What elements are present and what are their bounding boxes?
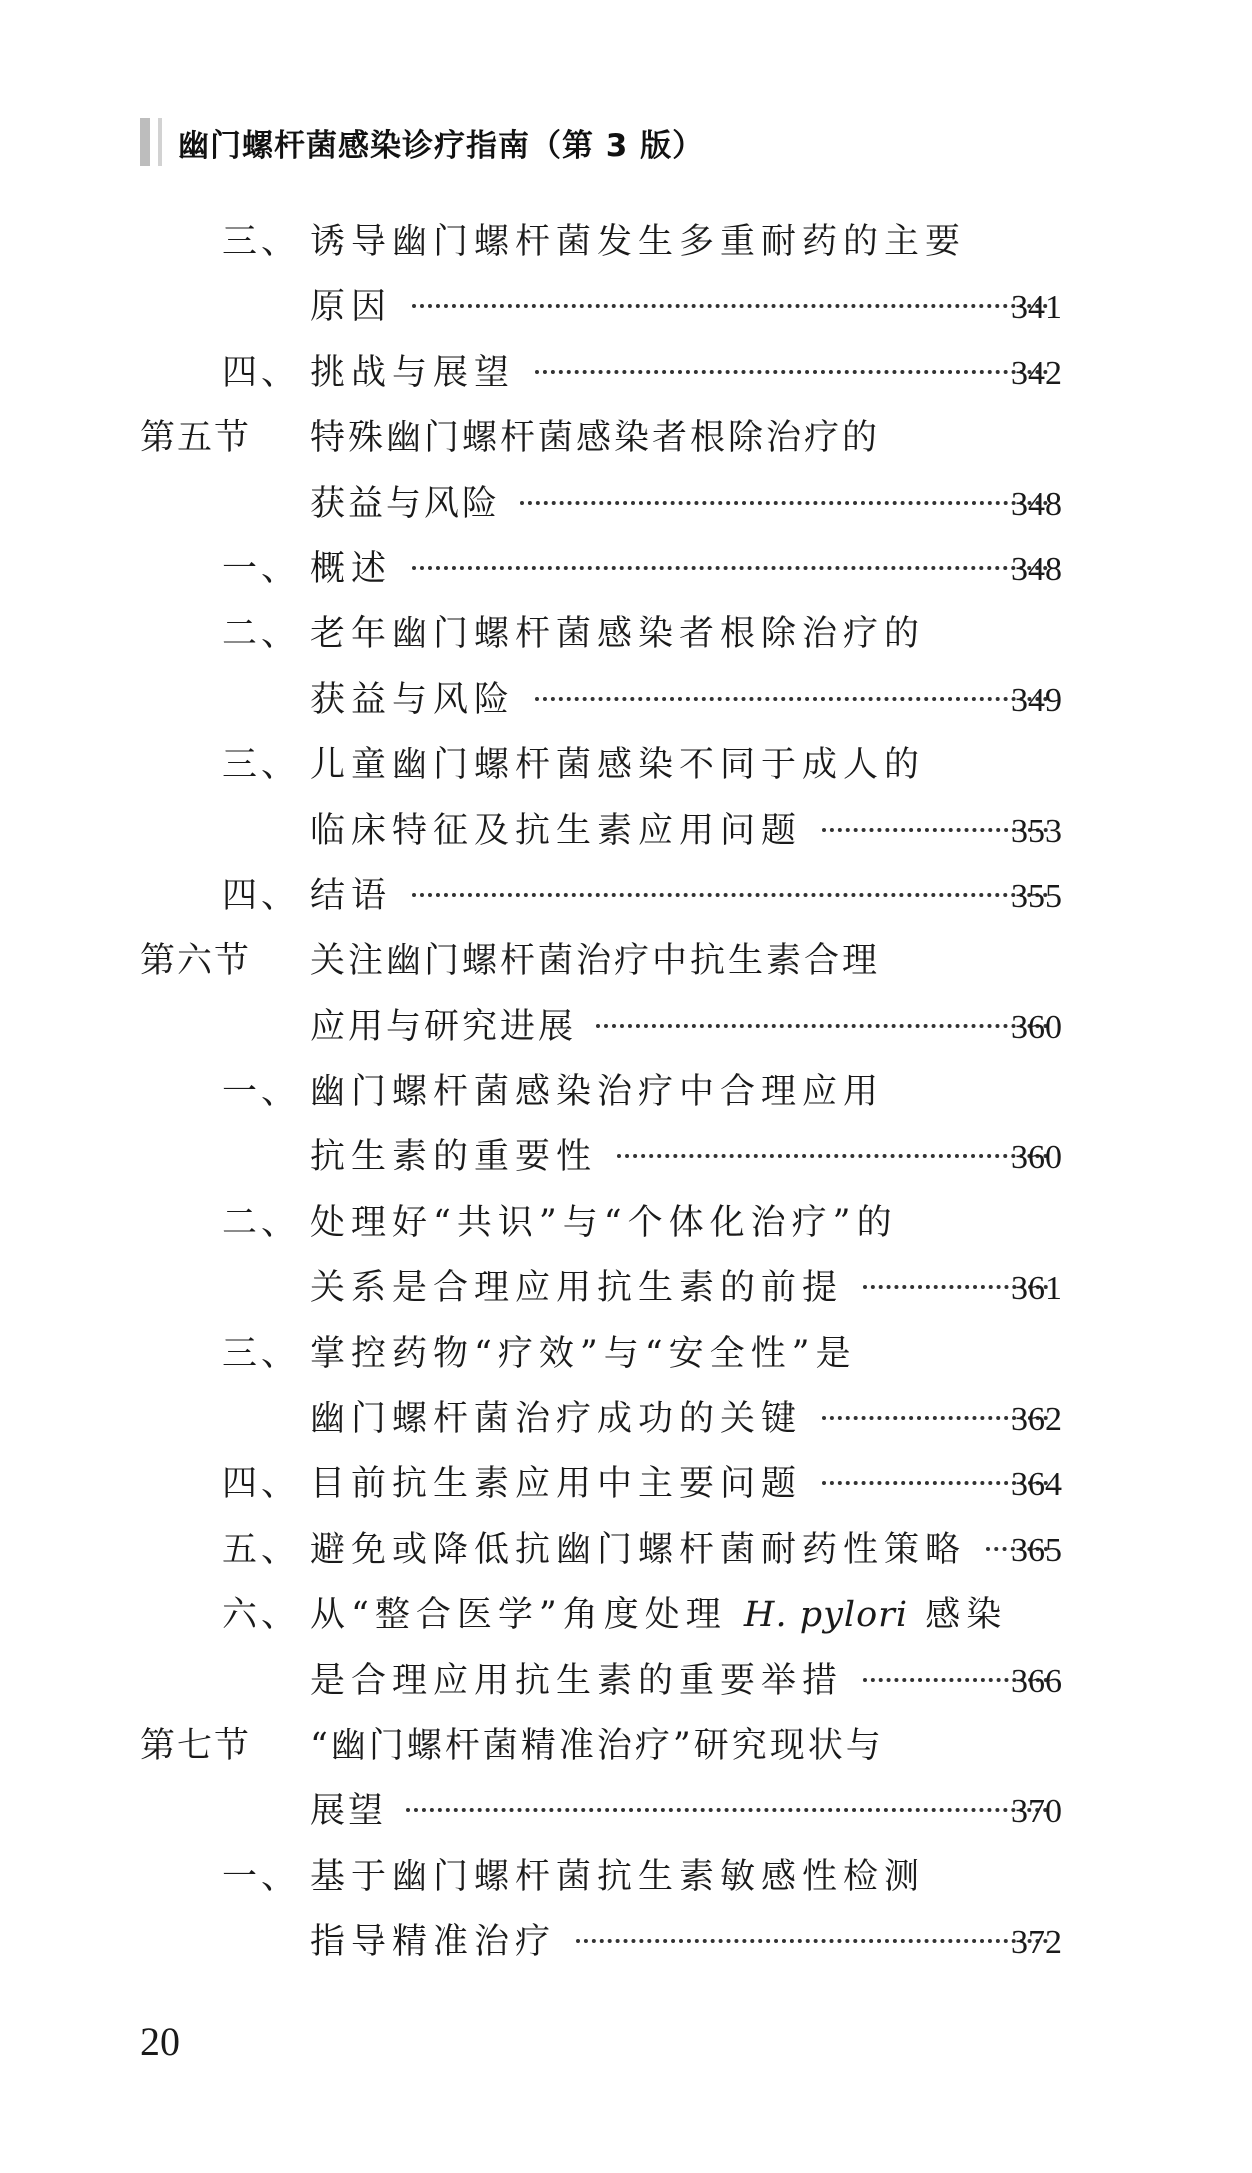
toc-page-number: 348	[1011, 550, 1062, 588]
toc-entry-number: 一、	[222, 1856, 301, 1897]
toc-entry-number: 四、	[222, 875, 301, 916]
toc-entry-number: 三、	[222, 1333, 301, 1374]
toc-page-number: 364	[1011, 1466, 1062, 1504]
toc-entry-title	[310, 1910, 1062, 1975]
toc-entry-title-text: 获益与风险	[310, 483, 501, 524]
toc-entry-title	[310, 1779, 1062, 1844]
toc-entry-title-italic: H. pylori	[743, 1595, 909, 1636]
toc-entry-row[interactable]	[0, 1060, 1252, 1125]
toc-entry-title-text: 处理好“共识”与“个体化治疗”的	[310, 1202, 898, 1243]
toc-page-number: 355	[1011, 877, 1062, 915]
toc-entry-number: 六、	[222, 1595, 301, 1636]
toc-entry-title-text: 幽门螺杆菌治疗成功的关键	[310, 1399, 803, 1440]
toc-dot-leader	[412, 893, 1048, 897]
toc-entry-row[interactable]	[0, 864, 1252, 929]
toc-page-number: 361	[1011, 1270, 1062, 1308]
toc-entry-number: 一、	[222, 548, 301, 589]
toc-entry-title	[310, 995, 1062, 1060]
toc-entry-title-text: 基于幽门螺杆菌抗生素敏感性检测	[310, 1856, 926, 1897]
toc-entry-row[interactable]	[0, 1387, 1252, 1452]
toc-entry-title-text: 概述	[310, 548, 393, 589]
toc-entry-title	[310, 406, 1062, 471]
toc-entry-title	[310, 1649, 1062, 1714]
toc-entry-title	[310, 275, 1062, 340]
toc-entry-row[interactable]	[0, 1583, 1252, 1648]
toc-section-row[interactable]	[0, 995, 1252, 1060]
toc-entry-row[interactable]	[0, 1649, 1252, 1714]
toc-entry-title-text: 老年幽门螺杆菌感染者根除治疗的	[310, 614, 926, 655]
toc-entry-row[interactable]	[0, 668, 1252, 733]
toc-entry-row[interactable]	[0, 1191, 1252, 1256]
toc-entry-title-part: 从“整合医学”角度处理	[310, 1595, 744, 1636]
toc-section-row[interactable]	[0, 1714, 1252, 1779]
toc-page-number: 360	[1011, 1139, 1062, 1177]
toc-page-number: 370	[1011, 1793, 1062, 1831]
toc-dot-leader	[596, 1024, 1048, 1028]
toc-page-number: 349	[1011, 681, 1062, 719]
toc-dot-leader	[406, 1808, 1048, 1812]
toc-entry-title-text: 挑战与展望	[310, 352, 516, 393]
toc-entry-title	[310, 1518, 1062, 1583]
toc-entry-row[interactable]	[0, 1845, 1252, 1910]
toc-section-number: 第七节	[140, 1725, 252, 1766]
toc-entry-title-text: 抗生素的重要性	[310, 1137, 598, 1178]
toc-entry-title-text: 是合理应用抗生素的重要举措	[310, 1660, 844, 1701]
toc-entry-row[interactable]	[0, 1452, 1252, 1517]
toc-entry-title	[310, 472, 1062, 537]
toc-entry-title	[310, 210, 1062, 275]
toc-entry-title-text: 原因	[310, 287, 393, 328]
toc-page-number: 348	[1011, 485, 1062, 523]
toc-entry-title	[310, 1322, 1062, 1387]
toc-entry-title	[310, 1125, 1062, 1190]
toc-entry-title	[310, 1191, 1062, 1256]
toc-section-row[interactable]	[0, 1779, 1252, 1844]
toc-entry-title	[310, 602, 1062, 667]
toc-entry-number: 四、	[222, 1464, 301, 1505]
toc-page-number: 362	[1011, 1401, 1062, 1439]
toc-dot-leader	[576, 1939, 1048, 1943]
toc-entry-title-text: 诱导幽门螺杆菌发生多重耐药的主要	[310, 222, 967, 262]
toc-entry-title	[310, 1583, 1062, 1648]
toc-section-row[interactable]	[0, 406, 1252, 471]
toc-page-number: 353	[1011, 812, 1062, 850]
toc-dot-leader	[535, 370, 1048, 374]
toc-entry-row[interactable]	[0, 1125, 1252, 1190]
toc-page-number: 372	[1011, 1924, 1062, 1962]
toc-dot-leader	[412, 566, 1048, 570]
toc-dot-leader	[412, 304, 1048, 308]
toc-entry-row[interactable]	[0, 1518, 1252, 1583]
toc-entry-row[interactable]	[0, 733, 1252, 798]
toc-section-row[interactable]	[0, 472, 1252, 537]
toc-entry-title	[310, 537, 1062, 602]
toc-entry-number: 四、	[222, 352, 301, 393]
toc-entry-title-text: 幽门螺杆菌感染治疗中合理应用	[310, 1072, 885, 1113]
toc-entry-number: 一、	[222, 1072, 301, 1113]
toc-entry-title-text: 获益与风险	[310, 679, 516, 720]
header-bar-decoration	[140, 118, 150, 166]
toc-dot-leader	[520, 501, 1048, 505]
toc-entry-title	[310, 1256, 1062, 1321]
toc-entry-row[interactable]	[0, 537, 1252, 602]
toc-entry-title-text: 应用与研究进展	[310, 1006, 577, 1047]
toc-entry-title	[310, 864, 1062, 929]
toc-entry-title-text: 关注幽门螺杆菌治疗中抗生素合理	[310, 941, 881, 982]
toc-entry-title	[310, 1452, 1062, 1517]
toc-entry-title-text: 展望	[310, 1791, 387, 1832]
toc-entry-title-text: 目前抗生素应用中主要问题	[310, 1464, 803, 1505]
toc-entry-title-text: 结语	[310, 875, 393, 916]
toc-entry-row[interactable]	[0, 1256, 1252, 1321]
toc-entry-number: 三、	[222, 745, 301, 786]
toc-entry-title-part: 感染	[908, 1595, 1008, 1636]
page-number: 20	[140, 2019, 180, 2064]
toc-entry-title-text: 特殊幽门螺杆菌感染者根除治疗的	[310, 418, 881, 459]
toc-section-number: 第五节	[140, 418, 252, 459]
toc-entry-title	[310, 799, 1062, 864]
toc-entry-title	[310, 1060, 1062, 1125]
toc-entry-row[interactable]	[0, 799, 1252, 864]
running-header	[140, 118, 704, 166]
toc-entry-row[interactable]	[0, 210, 1252, 275]
toc-entry-title-text: 避免或降低抗幽门螺杆菌耐药性策略	[310, 1529, 967, 1570]
toc-entry-number: 二、	[222, 614, 301, 655]
toc-dot-leader	[535, 697, 1048, 701]
toc-entry-title	[310, 668, 1062, 733]
header-bar-decoration	[158, 118, 162, 166]
toc-entry-number: 五、	[222, 1529, 301, 1570]
toc-entry-title-text: 儿童幽门螺杆菌感染不同于成人的	[310, 745, 926, 786]
toc-entry-title-text: “幽门螺杆菌精准治疗”研究现状与	[310, 1725, 884, 1766]
toc-entry-title	[310, 733, 1062, 798]
toc-entry-title	[310, 929, 1062, 994]
toc-entry-row[interactable]	[0, 1322, 1252, 1387]
toc-page-number: 366	[1011, 1662, 1062, 1700]
toc-page-number: 360	[1011, 1008, 1062, 1046]
toc-section-number: 第六节	[140, 941, 252, 982]
toc-dot-leader	[617, 1154, 1048, 1158]
toc-entry-number: 三、	[222, 222, 301, 262]
toc-entry-row[interactable]	[0, 1910, 1252, 1975]
toc-entry-row[interactable]	[0, 341, 1252, 406]
toc-entry-title-text: 掌控药物“疗效”与“安全性”是	[310, 1333, 857, 1374]
toc-entry-number: 二、	[222, 1202, 301, 1243]
toc-entry-title-text: 指导精准治疗	[310, 1922, 557, 1963]
toc-section-row[interactable]	[0, 929, 1252, 994]
toc-entry-title-text: 临床特征及抗生素应用问题	[310, 810, 803, 851]
toc-entry-row[interactable]	[0, 275, 1252, 340]
toc-entry-title	[310, 1387, 1062, 1452]
table-of-contents	[0, 210, 1252, 1976]
toc-page-number: 341	[1011, 289, 1062, 327]
toc-entry-row[interactable]	[0, 602, 1252, 667]
toc-entry-title-text	[310, 1583, 1007, 1648]
toc-entry-title	[310, 1714, 1062, 1779]
running-header-title: 幽门螺杆菌感染诊疗指南（第 3 版）	[178, 127, 705, 164]
toc-page-number: 365	[1011, 1531, 1062, 1569]
toc-entry-title-text: 关系是合理应用抗生素的前提	[310, 1268, 844, 1309]
toc-page-number: 342	[1011, 354, 1062, 392]
toc-entry-title	[310, 341, 1062, 406]
toc-entry-title	[310, 1845, 1062, 1910]
